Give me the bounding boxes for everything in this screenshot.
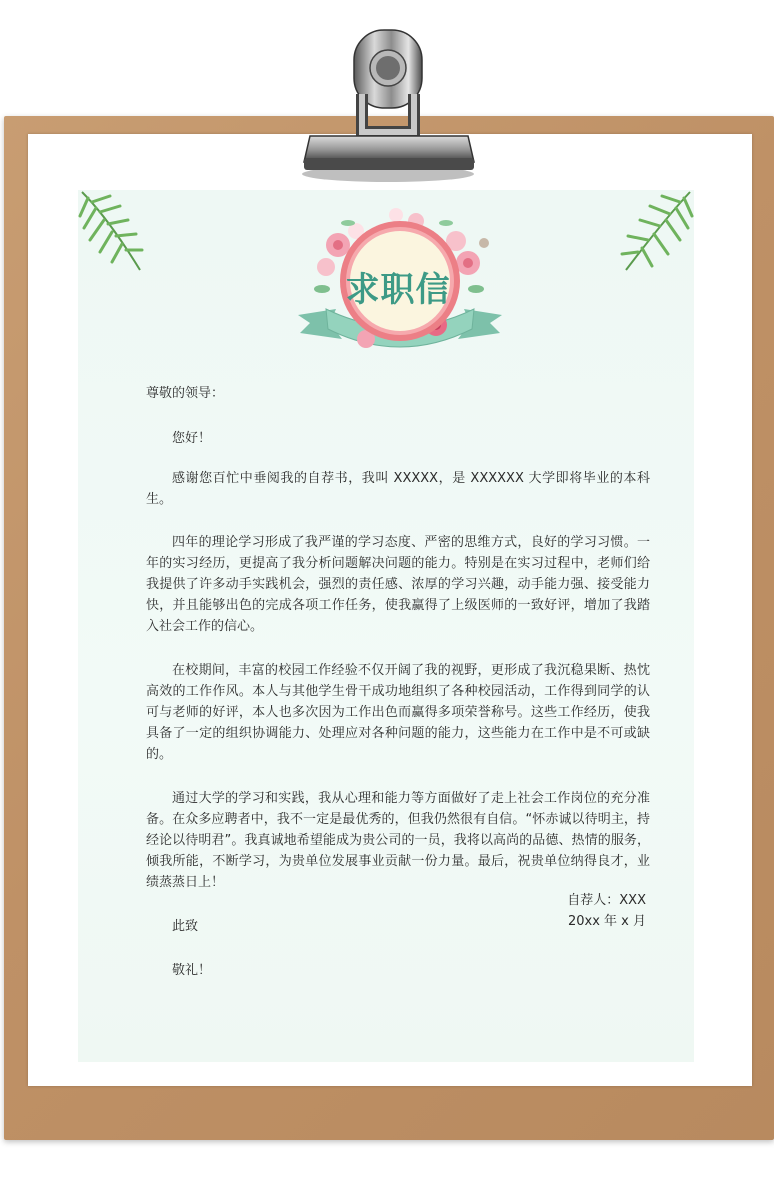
palm-leaf-icon xyxy=(620,188,694,278)
paragraph: 四年的理论学习形成了我严谨的学习态度、严密的思维方式，良好的学习习惯。一年的实习经历，更提高了我分析问题解决问题的能力。特别是在实习过程中，老师们给我提供了许多动手实践机会，强烈的责任感、浓厚的学习兴趣，动手能力强、接受能力快，并且能够出色的完成各项工作任务，使我赢得了上级医师的一致好评，增加了我踏入社会工作的信心。 xyxy=(146,535,650,634)
page-title: 求职信 xyxy=(345,270,451,310)
signature-block xyxy=(520,890,646,932)
binder-clip-icon xyxy=(296,24,482,184)
letter-date: 20xx 年 x 月 xyxy=(567,914,646,929)
palm-leaf-icon xyxy=(78,188,148,278)
paragraph: 在校期间，丰富的校园工作经验不仅开阔了我的视野，更形成了我沉稳果断、热忱高效的工作作风。本人与其他学生骨干成功地组织了各种校园活动，工作得到同学的认可与老师的好评，本人也多次因为工作出色而赢得多项荣誉称号。这些工作经历，使我具备了一定的组织协调能力、处理应对各种问题的能力，这些能力在工作中是不可或缺的。 xyxy=(146,663,650,762)
salutation: 尊敬的领导： xyxy=(146,386,225,401)
closing-phrase: 此致 xyxy=(172,919,199,934)
paragraph: 通过大学的学习和实践，我从心理和能力等方面做好了走上社会工作岗位的充分准备。在众多应聘者中，我不一定是最优秀的，但我仍然很有自信。“怀赤诚以待明主，持经论以待明君”。我真诚地希望能成为贵公司的一员，我将以高尚的品德、热情的服务，倾我所能，不断学习，为贵单位发展事业贡献一份力量。最后，祝贵单位纳得良才，业绩蒸蒸日上！ xyxy=(146,791,650,890)
paragraph: 感谢您百忙中垂阅我的自荐书，我叫 XXXXX，是 XXXXXX 大学即将毕业的本科生。 xyxy=(146,471,650,507)
closing-regards: 敬礼！ xyxy=(172,963,212,978)
signer: 自荐人：XXX xyxy=(567,893,646,908)
greeting: 您好！ xyxy=(172,431,212,446)
